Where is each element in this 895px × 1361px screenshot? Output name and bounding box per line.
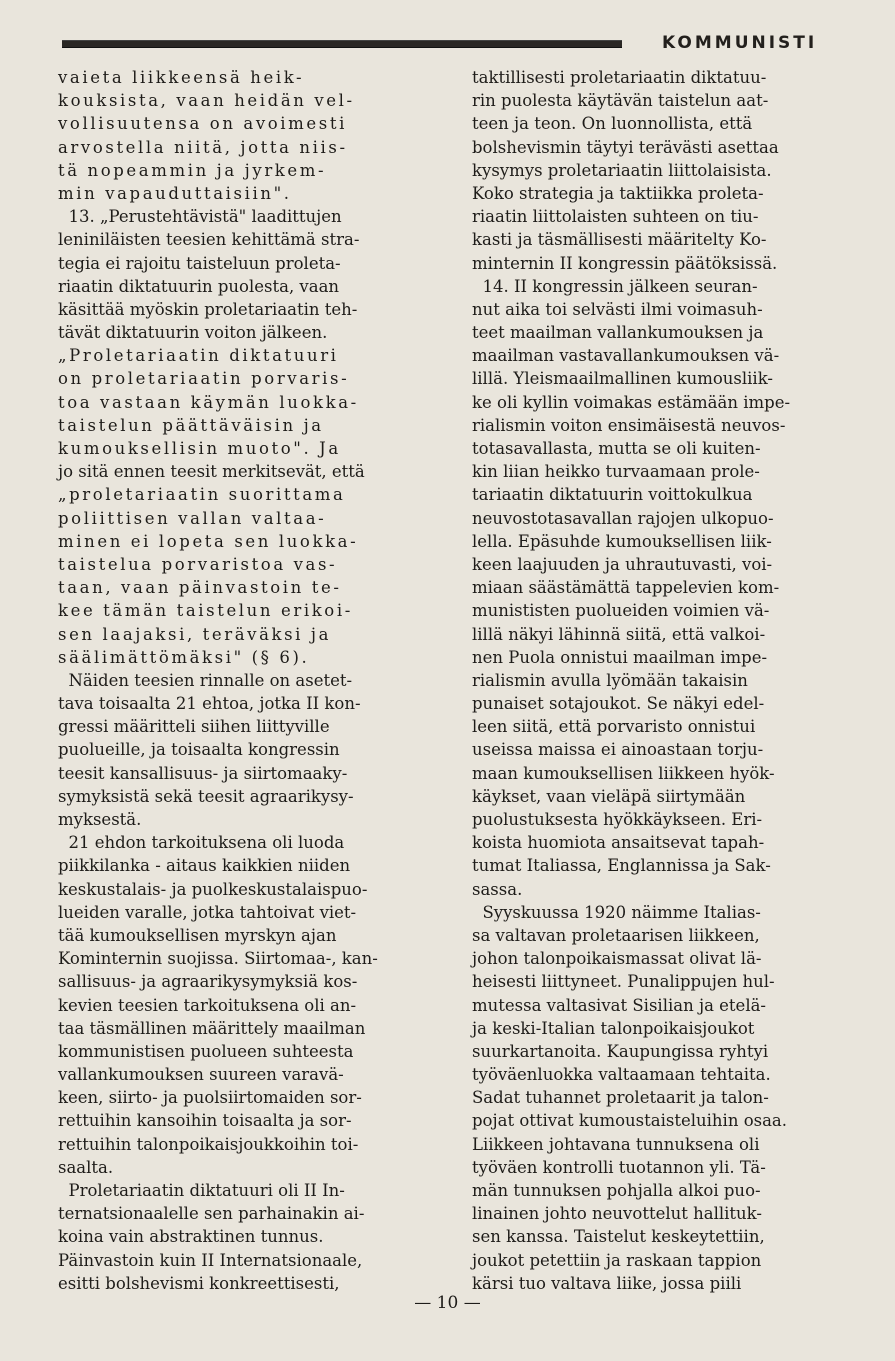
text-line: lillä näkyi lähinnä siitä, että valkoi- [472,624,766,644]
text-line: teet maailman vallankumouksen ja [472,323,764,343]
text-line: maan kumouksellisen liikkeen hyök- [472,763,775,783]
text-line: pojat ottivat kumoustaisteluihin osaa. [472,1111,788,1131]
text-line: punaiset sotajoukot. Se näkyi edel- [472,694,765,714]
text-line: työväenluokka valtaamaan tehtaita. [472,1065,771,1085]
text-line: Liikkeen johtavana tunnuksena oli [472,1134,760,1154]
text-line: vaieta liikkeensä heik- [58,68,305,87]
text-line: myksestä. [58,810,142,829]
text-line: ke oli kyllin voimakas estämään impe- [472,392,791,412]
text-line: kärsi tuo valtava liike, jossa piili [472,1273,742,1293]
text-line: lillä. Yleismaailmallinen kumousliik- [472,369,773,389]
text-line: taktillisesti proletariaatin diktatuu- [472,68,767,87]
text-line: leniniläisten teesien kehittämä stra- [58,230,360,250]
text-line: keskustalais- ja puolkeskustalaispuo- [58,879,368,899]
text-line: minternin II kongressin päätöksissä. [472,253,778,273]
text-line: leen siitä, että porvaristo onnistui [472,717,756,737]
left-text-column [58,66,430,1295]
text-line: 21 ehdon tarkoituksena oli luoda [58,833,345,853]
text-line: kouksista, vaan heidän vel- [58,91,355,111]
text-line: esitti bolshevismi konkreettisesti, [58,1273,340,1293]
text-line: vollisuutensa on avoimesti [58,114,347,134]
text-line: useissa maissa ei ainoastaan torju- [472,740,764,760]
text-line: koista huomiota ansaitsevat tapah- [472,833,765,853]
text-line: taa täsmällinen määrittely maailman [58,1018,366,1038]
text-line: heisesti liittyneet. Punalippujen hul- [472,972,775,992]
text-line: joukot petettiin ja raskaan tappion [472,1250,762,1270]
text-line: sa valtavan proletaarisen liikkeen, [472,925,760,945]
text-line: tää kumouksellisen myrskyn ajan [58,925,337,945]
text-line: linainen johto neuvottelut hallituk- [472,1204,762,1224]
text-line: maailman vastavallankumouksen vä- [472,346,780,366]
text-line: rialismin avulla lyömään takaisin [472,670,748,690]
text-line: gressi määritteli siihen liittyville [58,717,330,737]
text-line: Kominternin suojissa. Siirtomaa-, kan- [58,949,378,969]
text-line: piikkilanka - aitaus kaikkien niiden [58,856,351,876]
text-line: kee tämän taistelun erikoi- [58,601,353,621]
text-line: tegia ei rajoitu taisteluun proleta- [58,253,341,273]
text-line: teesit kansallisuus- ja siirtomaaky- [58,763,348,783]
text-line: lueiden varalle, jotka tahtoivat viet- [58,902,357,922]
text-line: taistelun päättäväisin ja [58,415,324,435]
text-line: toa vastaan käymän luokka- [58,392,359,412]
text-line: mutessa valtasivat Sisilian ja etelä- [472,995,767,1015]
text-line: sen kanssa. Taistelut keskeytettiin, [472,1227,765,1247]
text-line: munististen puolueiden voimien vä- [472,601,770,621]
text-line: puolustuksesta hyökkäykseen. Eri- [472,810,763,829]
text-line: rettuihin kansoihin toisaalta ja sor- [58,1111,352,1131]
text-line: riaatin liittolaisten suhteen on tiu- [472,207,759,227]
text-line: taistelua porvaristoa vas- [58,554,338,574]
text-line: 14. II kongressin jälkeen seuran- [472,276,758,296]
text-line: suurkartanoita. Kaupungissa ryhtyi [472,1041,769,1061]
text-line: kumouksellisin muoto". Ja [58,439,341,458]
text-line: rettuihin talonpoikaisjoukkoihin toi- [58,1134,359,1154]
text-line: 13. „Perustehtävistä" laadittujen [58,207,342,227]
text-line: koina vain abstraktinen tunnus. [58,1227,324,1247]
text-line: rialismin voiton ensimäisestä neuvos- [472,415,786,435]
page-number [0,1293,895,1313]
text-line: Sadat tuhannet proletaarit ja talon- [472,1088,769,1108]
text-line: puolueille, ja toisaalta kongressin [58,740,340,760]
text-line: miaan säästämättä tappelevien kom- [472,578,780,598]
right-text-column [472,66,844,1295]
text-line: tariaatin diktatuurin voittokulkua [472,485,753,505]
text-line: arvostella niitä, jotta niis- [58,137,348,157]
text-line: sallisuus- ja agraarikysymyksiä kos- [58,972,358,992]
text-line: kommunistisen puolueen suhteesta [58,1041,354,1061]
text-line: säälimättömäksi" (§ 6). [58,647,310,667]
text-line: sen laajaksi, teräväksi ja [58,624,332,644]
text-line: tava toisaalta 21 ehtoa, jotka II kon- [58,694,361,714]
text-line: lella. Epäsuhde kumouksellisen liik- [472,531,772,551]
text-line: kin liian heikko turvaamaan prole- [472,462,760,482]
text-line: on proletariaatin porvaris- [58,369,350,389]
text-line: Päinvastoin kuin II Internatsionaale, [58,1250,363,1270]
text-line: tumat Italiassa, Englannissa ja Sak- [472,856,771,876]
header-rule [62,40,622,48]
text-line: kysymys proletariaatin liittolaisista. [472,160,772,180]
text-line: totasavallasta, mutta se oli kuiten- [472,439,761,458]
page-number-text: — 10 — [414,1293,481,1313]
text-line: „Proletariaatin diktatuuri [58,346,339,366]
text-line: Proletariaatin diktatuuri oli II In- [58,1181,345,1200]
text-line: minen ei lopeta sen luokka- [58,531,359,551]
text-line: käsittää myöskin proletariaatin teh- [58,299,358,319]
text-line: nen Puola onnistui maailman impe- [472,647,768,667]
text-line: Näiden teesien rinnalle on asetet- [58,670,353,690]
text-line: käykset, vaan vieläpä siirtymään [472,786,746,806]
text-line: taan, vaan päinvastoin te- [58,578,342,598]
text-line: työväen kontrolli tuotannon yli. Tä- [472,1157,766,1177]
text-line: nut aika toi selvästi ilmi voimasuh- [472,299,763,319]
text-line: poliittisen vallan valtaa- [58,508,327,528]
text-line: riaatin diktatuurin puolesta, vaan [58,276,340,296]
text-line: sassa. [472,879,523,899]
text-line: saalta. [58,1157,114,1177]
text-line: „proletariaatin suorittama [58,485,346,505]
text-line: keen laajuuden ja uhrautuvasti, voi- [472,554,773,574]
text-line: jo sitä ennen teesit merkitsevät, että [58,462,365,482]
text-line: män tunnuksen pohjalla alkoi puo- [472,1181,761,1200]
text-line: ja keski-Italian talonpoikaisjoukot [472,1018,755,1038]
text-line: min vapauduttaisiin". [58,183,292,203]
text-line: kevien teesien tarkoituksena oli an- [58,995,357,1015]
text-line: Syyskuussa 1920 näimme Italias- [472,902,761,922]
text-line: keen, siirto- ja puolsiirtomaiden sor- [58,1088,362,1108]
text-line: Koko strategia ja taktiikka proleta- [472,183,764,203]
text-line: bolshevismin täytyi terävästi asettaa [472,137,779,157]
text-line: neuvostotasavallan rajojen ulkopuo- [472,508,774,528]
text-line: rin puolesta käytävän taistelun aat- [472,91,769,111]
text-line: teen ja teon. On luonnollista, että [472,114,753,134]
text-line: vallankumouksen suureen varavä- [58,1065,344,1085]
text-line: symyksistä sekä teesit agraarikysy- [58,786,354,806]
text-line: johon talonpoikaismassat olivat lä- [472,949,762,969]
text-line: kasti ja täsmällisesti määritelty Ko- [472,230,767,250]
journal-title: KOMMUNISTI [662,33,818,53]
text-line: tä nopeammin ja jyrkem- [58,160,327,180]
text-line: ternatsionaalelle sen parhainakin ai- [58,1204,365,1224]
text-line: tävät diktatuurin voiton jälkeen. [58,323,328,343]
